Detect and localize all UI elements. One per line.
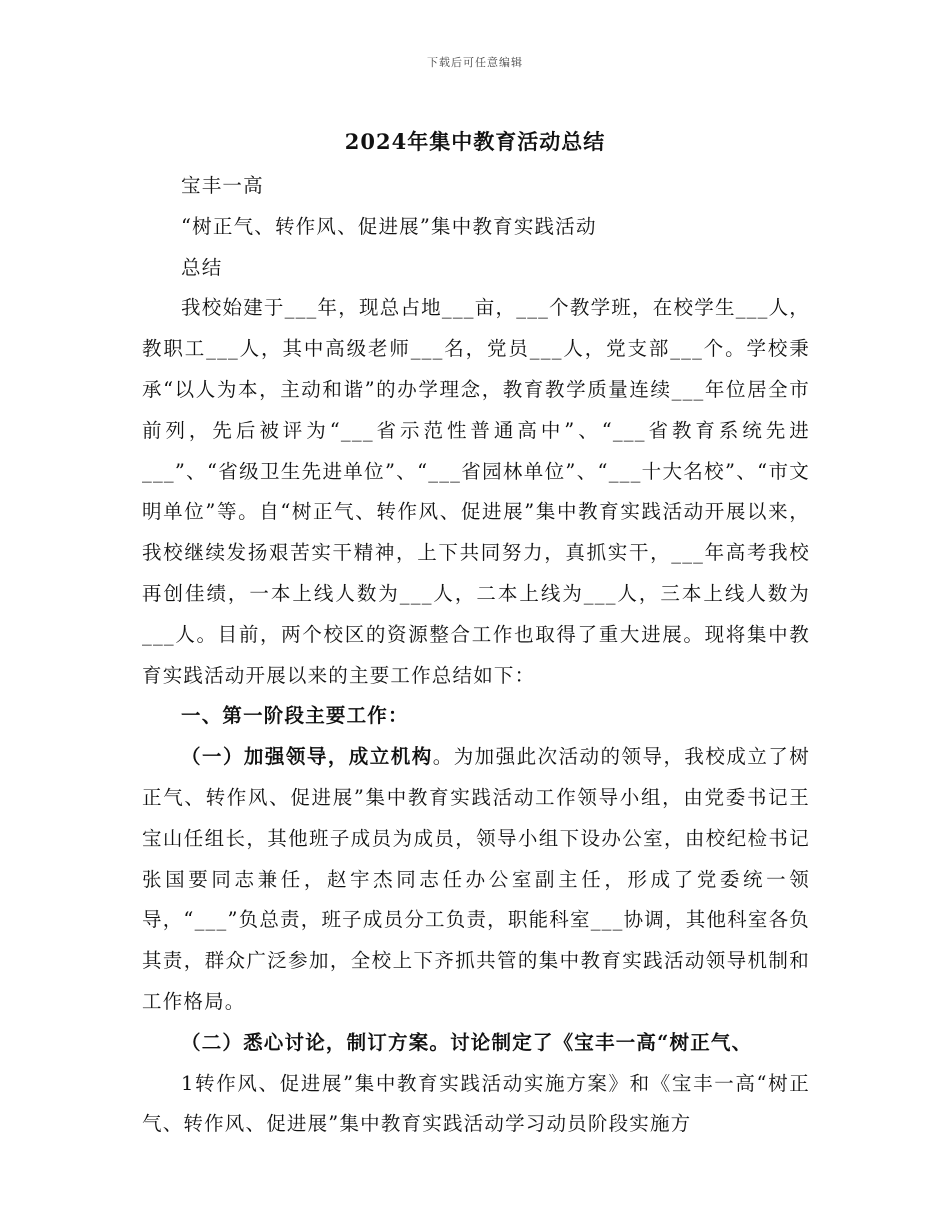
- item-2-lead: （二）悉心讨论，制订方案。讨论制定了《宝丰一高“树正气、: [181, 1030, 753, 1054]
- activity-name: “树正气、转作风、促进展”集中教育实践活动: [181, 214, 597, 238]
- item-1-paragraph: [142, 737, 810, 1023]
- item-1-lead: （一）加强领导，成立机构: [181, 745, 433, 769]
- page-number: 1: [181, 1071, 195, 1095]
- document-title: 2024年集中教育活动总结: [344, 129, 606, 154]
- section-heading-1: 一、第一阶段主要工作：: [181, 704, 409, 728]
- header-note: 下载后可任意编辑: [427, 56, 523, 69]
- summary-word: 总结: [181, 255, 223, 279]
- document-body: [142, 166, 810, 1145]
- item-1-text: 。为加强此次活动的领导，我校成立了树正气、转作风、促进展”集中教育实践活动工作领导小组，由党委书记王宝山任组长，其他班子成员为成员，领导小组下设办公室，由校纪检书记张国要同志兼任，赵宇杰同志任办公室副主任，形成了党委统一领导，“___”负总责，班子成员分工负责，职能科室___协调，其他科室各负其责，群众广泛参加，全校上下齐抓共管的集中教育实践活动领导机制和工作格局。: [142, 745, 810, 1013]
- item-2-text: 转作风、促进展”集中教育实践活动实施方案》和《宝丰一高“树正气、转作风、促进展”集中教育实践活动学习动员阶段实施方: [142, 1071, 810, 1136]
- item-2-paragraph: [142, 1064, 810, 1146]
- school-name: 宝丰一高: [181, 174, 264, 197]
- intro-paragraph: 我校始建于___年，现总占地___亩，___个教学班，在校学生___人，教职工___人，其中高级老师___名，党员___人，党支部___个。学校秉承“以人为本，主动和谐”的办学理念，教育教学质量连续___年位居全市前列，先后被评为“___省示范性普通高中”、“___省教育系统先进___”、“省级卫生先进单位”、“___省园林单位”、“___十大名校”、“市文明单位”等。自“树正气、转作风、促进展”集中教育实践活动开展以来，我校继续发扬艰苦实干精神，上下共同努力，真抓实干，___年高考我校再创佳绩，一本上线人数为___人，二本上线为___人，三本上线人数为___人。目前，两个校区的资源整合工作也取得了重大进展。现将集中教育实践活动开展以来的主要工作总结如下：: [142, 296, 810, 687]
